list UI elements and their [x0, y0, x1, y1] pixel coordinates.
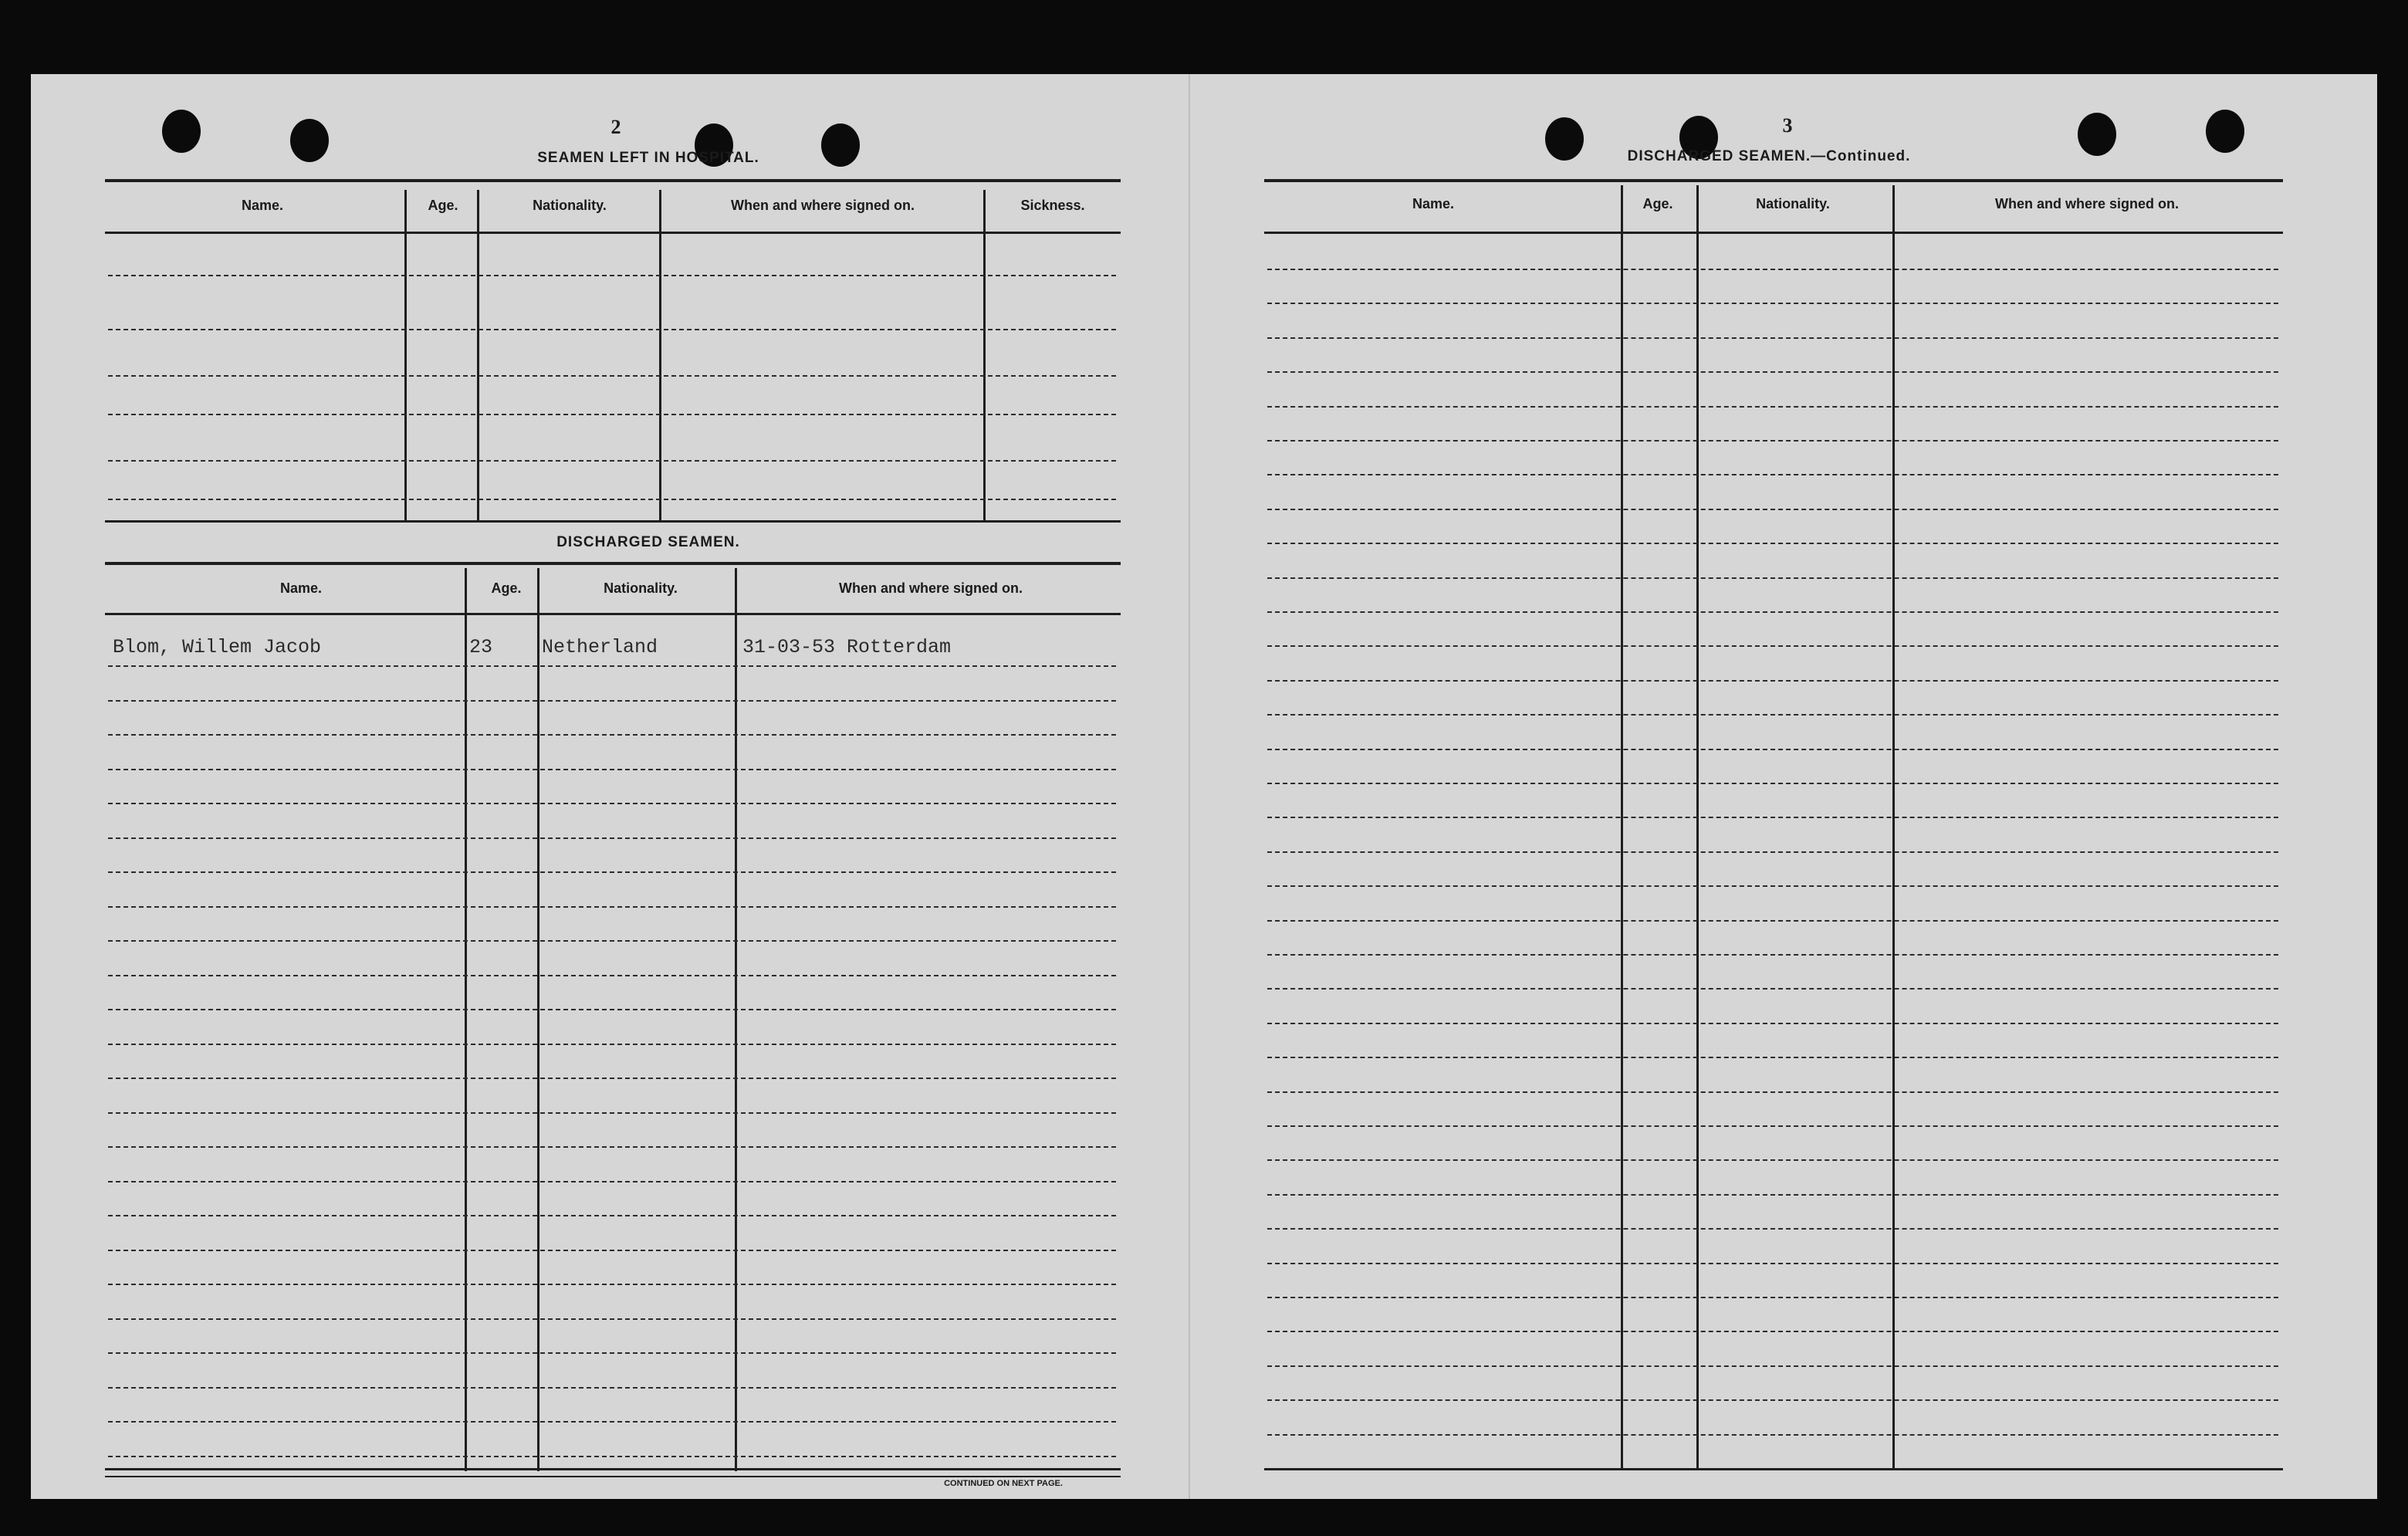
ruled-line [1267, 1023, 2278, 1024]
ruled-line [108, 871, 1116, 873]
ruled-line [1267, 1159, 2278, 1161]
ruled-line [1267, 817, 2278, 818]
ruled-line [1267, 1365, 2278, 1367]
table-rule [105, 520, 1121, 523]
ruled-line [108, 1421, 1116, 1423]
table-rule [105, 1468, 1121, 1470]
ruled-line [1267, 1057, 2278, 1058]
ruled-line [108, 275, 1116, 276]
table-rule [105, 613, 1121, 615]
column-divider [404, 190, 407, 520]
table-rule [105, 232, 1121, 234]
ruled-line [1267, 406, 2278, 408]
ruled-line [108, 975, 1116, 976]
ruled-line [108, 1284, 1116, 1285]
seaman-name: Blom, Willem Jacob [113, 636, 322, 658]
column-divider [537, 568, 539, 1471]
table-rule [1264, 232, 2283, 234]
column-header-signed-on: When and where signed on. [838, 580, 1023, 596]
ruled-line [1267, 1091, 2278, 1093]
ruled-line [108, 1009, 1116, 1010]
hospital-section-title: SEAMEN LEFT IN HOSPITAL. [537, 150, 759, 166]
ruled-line [108, 1044, 1116, 1045]
ruled-line [1267, 1228, 2278, 1230]
table-rule [105, 562, 1121, 565]
punch-hole [290, 119, 329, 162]
ruled-line [1267, 885, 2278, 887]
page-number: 2 [610, 116, 621, 138]
column-divider [659, 190, 661, 520]
ruled-line [1267, 509, 2278, 510]
column-header-nationality: Nationality. [604, 580, 678, 596]
ruled-line [108, 1352, 1116, 1354]
column-header-nationality: Nationality. [1756, 196, 1830, 211]
ruled-line [1267, 543, 2278, 544]
ruled-line [1267, 954, 2278, 956]
ruled-line [1267, 680, 2278, 682]
column-divider [735, 568, 737, 1471]
ruled-line [1267, 1125, 2278, 1127]
ruled-line [108, 734, 1116, 736]
right-page [1190, 74, 2377, 1499]
ruled-line [1267, 783, 2278, 784]
column-header-nationality: Nationality. [533, 198, 607, 213]
ruled-line [1267, 577, 2278, 579]
column-header-age: Age. [1642, 196, 1673, 211]
ruled-line [108, 375, 1116, 377]
ruled-line [1267, 1331, 2278, 1332]
ruled-line [108, 1215, 1116, 1216]
column-divider [465, 568, 467, 1471]
ruled-line [1267, 714, 2278, 716]
ruled-line [1267, 1194, 2278, 1196]
punch-hole [162, 110, 201, 153]
ruled-line [108, 1318, 1116, 1320]
ruled-line [108, 460, 1116, 462]
column-header-name: Name. [241, 198, 284, 213]
ruled-line [1267, 1399, 2278, 1401]
punch-hole [2206, 110, 2244, 153]
left-page [31, 74, 1190, 1499]
column-header-age: Age. [428, 198, 458, 213]
column-header-signed-on: When and where signed on. [1994, 196, 2180, 211]
ruled-line [1267, 611, 2278, 613]
ruled-line [108, 329, 1116, 330]
column-header-age: Age. [491, 580, 522, 596]
ruled-line [108, 837, 1116, 839]
seaman-nationality: Netherland [542, 636, 658, 658]
seaman-signed-on: 31-03-53 Rotterdam [742, 636, 952, 658]
column-divider [477, 190, 479, 520]
ruled-line [108, 940, 1116, 942]
ruled-line [1267, 1434, 2278, 1436]
column-header-name: Name. [1412, 196, 1455, 211]
ruled-line [1267, 474, 2278, 475]
column-header-signed-on: When and where signed on. [730, 198, 915, 213]
column-header-sickness: Sickness. [1020, 198, 1085, 213]
ruled-line [108, 803, 1116, 804]
ruled-line [1267, 303, 2278, 304]
table-rule [1264, 179, 2283, 182]
ruled-line [108, 1456, 1116, 1457]
ruled-line [1267, 337, 2278, 339]
column-divider [1621, 185, 1623, 1470]
ruled-line [108, 499, 1116, 500]
punch-hole [2078, 113, 2116, 156]
ruled-line [1267, 749, 2278, 750]
ruled-line [1267, 1297, 2278, 1298]
column-header-name: Name. [279, 580, 323, 596]
table-rule [1264, 1468, 2283, 1470]
ruled-line [1267, 851, 2278, 853]
ruled-line [108, 1078, 1116, 1079]
ruled-line [108, 1146, 1116, 1148]
ruled-line [108, 414, 1116, 415]
ruled-line [1267, 440, 2278, 442]
ruled-line [108, 769, 1116, 770]
ruled-line [108, 1112, 1116, 1114]
column-divider [1696, 185, 1699, 1470]
ruled-line [1267, 988, 2278, 990]
ruled-line [108, 906, 1116, 908]
column-divider [1892, 185, 1895, 1470]
ruled-line [1267, 269, 2278, 270]
column-divider [983, 190, 986, 520]
discharged-section-title: DISCHARGED SEAMEN. [556, 534, 740, 550]
ruled-line [108, 665, 1116, 667]
ruled-line [1267, 920, 2278, 922]
ruled-line [108, 1181, 1116, 1182]
ruled-line [108, 1250, 1116, 1251]
discharged-continued-title: DISCHARGED SEAMEN.—Continued. [1627, 148, 1911, 164]
ruled-line [1267, 1263, 2278, 1264]
ruled-line [108, 700, 1116, 702]
continued-note: CONTINUED ON NEXT PAGE. [944, 1479, 1063, 1488]
table-rule [105, 1476, 1121, 1477]
page-number: 3 [1782, 114, 1793, 137]
table-rule [105, 179, 1121, 182]
seaman-age: 23 [469, 636, 493, 658]
ruled-line [1267, 645, 2278, 647]
ruled-line [1267, 371, 2278, 373]
ruled-line [108, 1387, 1116, 1389]
